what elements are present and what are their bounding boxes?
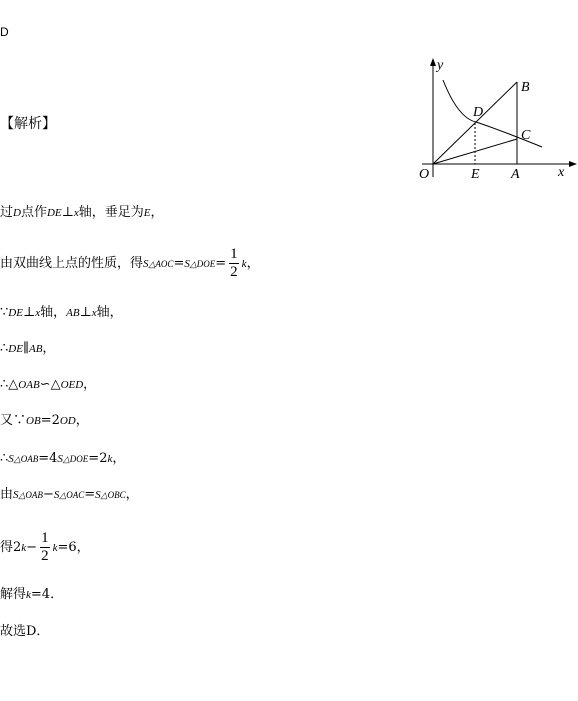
t: ， — [42, 341, 56, 356]
t: =2 — [40, 413, 60, 428]
t: S — [184, 258, 190, 270]
t: = — [84, 487, 96, 502]
t: ， — [246, 256, 260, 271]
t: △DOE — [62, 454, 89, 464]
t: 故选D． — [0, 624, 50, 639]
t: =2 — [88, 451, 108, 466]
t: S — [13, 489, 19, 501]
t: OD — [59, 415, 76, 427]
t: ， — [125, 487, 139, 502]
label-D: D — [473, 105, 484, 120]
step-6 — [0, 413, 89, 429]
t: 又∵ — [0, 413, 27, 428]
denominator: 2 — [230, 264, 238, 280]
t: △AOC — [148, 259, 174, 269]
label-x: x — [558, 165, 565, 180]
t: 得2 — [0, 540, 22, 555]
step-10 — [0, 587, 63, 603]
t: OAB — [18, 379, 40, 391]
t: ∵ — [0, 305, 9, 320]
t: 轴， — [96, 305, 123, 320]
t: ⊥ — [22, 305, 36, 320]
t: ∥ — [22, 341, 29, 356]
denominator: 2 — [41, 548, 49, 564]
t: △OAC — [59, 490, 85, 500]
answer-letter: D — [0, 25, 9, 39]
y-axis-arrow — [430, 58, 436, 66]
step-2 — [0, 246, 260, 281]
t: x — [91, 307, 97, 319]
t: 轴，垂足为 — [78, 205, 144, 220]
t: S — [53, 489, 60, 501]
t: 由 — [0, 487, 14, 502]
step-11 — [0, 624, 49, 640]
t: ∽△ — [39, 377, 61, 392]
t: D — [13, 207, 21, 219]
t: △OAB — [13, 454, 39, 464]
t: x — [73, 207, 79, 219]
numerator: 1 — [230, 246, 238, 262]
t: k — [241, 258, 247, 270]
x-axis-arrow — [569, 161, 577, 167]
t: k — [26, 589, 31, 601]
t: − — [26, 540, 38, 555]
t: 轴， — [40, 305, 67, 320]
t: =4 — [38, 451, 58, 466]
t: ∴ — [0, 451, 9, 466]
t: 点作 — [20, 205, 47, 220]
t: S — [8, 453, 14, 465]
step-8 — [0, 487, 139, 503]
label-E: E — [471, 167, 480, 182]
t: = — [215, 256, 227, 271]
t: DE — [8, 307, 23, 319]
t: AB — [66, 307, 80, 319]
t: =4． — [30, 587, 64, 602]
step-7 — [0, 451, 125, 467]
geometry-figure — [410, 52, 578, 182]
t: 由双曲线上点的性质，得 — [0, 256, 144, 271]
label-B: B — [521, 80, 530, 95]
label-C: C — [521, 128, 531, 143]
t: k — [107, 453, 113, 465]
step-1 — [0, 205, 164, 221]
t: △OAB — [18, 490, 43, 500]
t: ∴ — [0, 341, 9, 356]
t: AB — [28, 343, 43, 355]
t: ， — [150, 205, 164, 220]
t: DE — [8, 343, 23, 355]
step-3 — [0, 305, 123, 321]
t: OB — [26, 415, 41, 427]
fraction-half — [229, 246, 239, 281]
label-y: y — [437, 58, 444, 73]
fraction-half — [40, 530, 50, 565]
t: 解得 — [0, 587, 27, 602]
t: S — [143, 258, 149, 270]
t: k — [21, 542, 27, 554]
step-9 — [0, 530, 90, 565]
t: =6， — [57, 540, 90, 555]
t: k — [52, 542, 58, 554]
step-5 — [0, 377, 96, 393]
t: − — [42, 487, 54, 502]
t: E — [143, 207, 151, 219]
t: ⊥ — [61, 205, 74, 220]
t: x — [35, 307, 41, 319]
t: S — [57, 453, 63, 465]
t: DE — [46, 207, 62, 219]
t: ∴△ — [0, 377, 19, 392]
t: S — [95, 489, 101, 501]
t: △OBC — [100, 490, 126, 500]
t: ， — [75, 413, 89, 428]
t: 过 — [0, 205, 14, 220]
t: ， — [83, 377, 97, 392]
t: OED — [60, 379, 84, 391]
section-title: 【解析】 — [0, 116, 56, 132]
label-A: A — [511, 167, 520, 182]
t: = — [173, 256, 185, 271]
t: ， — [112, 451, 126, 466]
label-O: O — [419, 167, 430, 182]
step-4 — [0, 341, 55, 357]
numerator: 1 — [41, 530, 49, 546]
t: ⊥ — [79, 305, 92, 320]
t: △DOE — [189, 259, 216, 269]
